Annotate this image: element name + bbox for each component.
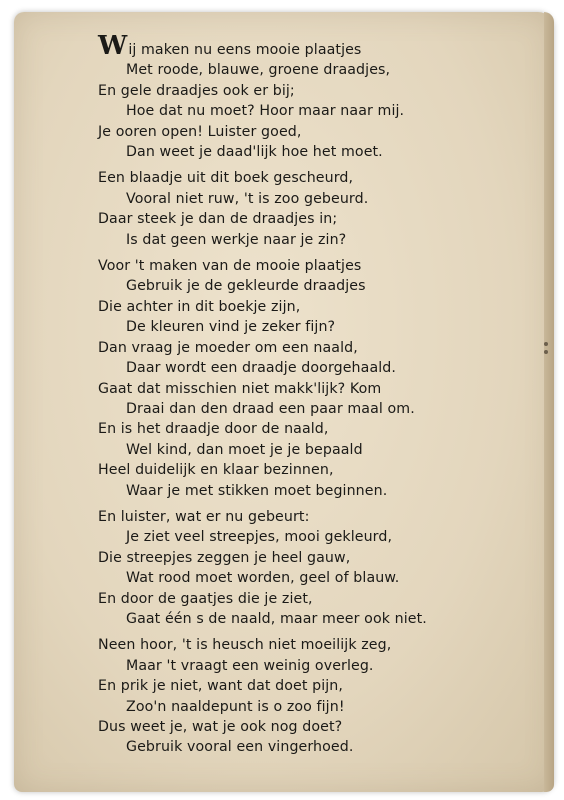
poem-line: Zoo'n naaldepunt is o zoo fijn!: [126, 698, 345, 715]
poem-line: Dan weet je daad'lijk hoe het moet.: [126, 144, 383, 161]
poem-line: Hoe dat nu moet? Hoor maar naar mij.: [126, 103, 405, 120]
stanza: [98, 635, 518, 757]
poem-line: Maar 't vraagt een weinig overleg.: [126, 657, 374, 674]
poem-line: Met roode, blauwe, groene draadjes,: [126, 62, 391, 79]
book-page: [14, 12, 554, 792]
poem-line: Een blaadje uit dit boek gescheurd,: [98, 170, 354, 187]
poem-line: Dan vraag je moeder om een naald,: [98, 339, 358, 356]
poem-line: En gele draadjes ook er bij;: [98, 82, 295, 99]
book-spine: [544, 12, 554, 792]
drop-cap: W: [98, 31, 128, 61]
poem-line: Is dat geen werkje naar je zin?: [126, 231, 347, 248]
stanza: [98, 507, 518, 629]
poem-line: Draai dan den draad een paar maal om.: [126, 400, 415, 417]
poem-line: Daar wordt een draadje doorgehaald.: [126, 360, 396, 377]
poem-line: De kleuren vind je zeker fijn?: [126, 319, 336, 336]
poem-line: Daar steek je dan de draadjes in;: [98, 211, 338, 228]
poem-line: En luister, wat er nu gebeurt:: [98, 508, 310, 525]
poem-line-text: ij maken nu eens mooie plaatjes: [128, 42, 362, 58]
poem-line: Die achter in dit boekje zijn,: [98, 298, 301, 315]
poem-line: Gebruik je de gekleurde draadjes: [126, 278, 366, 295]
poem-line: En door de gaatjes die je ziet,: [98, 590, 313, 607]
poem-line: Waar je met stikken moet beginnen.: [126, 482, 388, 499]
poem-line: Die streepjes zeggen je heel gauw,: [98, 549, 351, 566]
poem-line: Wel kind, dan moet je je bepaald: [126, 441, 363, 458]
poem-line: Gaat één s de naald, maar meer ook niet.: [126, 610, 427, 627]
stanza: [98, 168, 518, 250]
poem-line: Voor 't maken van de mooie plaatjes: [98, 258, 362, 275]
stanza: [98, 256, 518, 501]
poem-text: [98, 31, 518, 764]
binding-stitch: [544, 342, 548, 346]
poem-line: Je ooren open! Luister goed,: [98, 123, 302, 140]
poem-line: Gebruik vooral een vingerhoed.: [126, 739, 354, 756]
poem-line: [98, 31, 518, 61]
poem-line: Neen hoor, 't is heusch niet moeilijk zeg,: [98, 637, 392, 654]
poem-line: Je ziet veel streepjes, mooi gekleurd,: [126, 529, 393, 546]
poem-line: Heel duidelijk en klaar bezinnen,: [98, 462, 334, 479]
stanza: [98, 31, 518, 162]
poem-line: Vooral niet ruw, 't is zoo gebeurd.: [126, 190, 369, 207]
poem-line: En prik je niet, want dat doet pijn,: [98, 678, 344, 695]
poem-line: Dus weet je, wat je ook nog doet?: [98, 719, 343, 735]
poem-line: Wat rood moet worden, geel of blauw.: [126, 570, 400, 587]
poem-line: Gaat dat misschien niet makk'lijk? Kom: [98, 380, 382, 397]
poem-line: En is het draadje door de naald,: [98, 421, 329, 438]
binding-stitch: [544, 350, 548, 354]
